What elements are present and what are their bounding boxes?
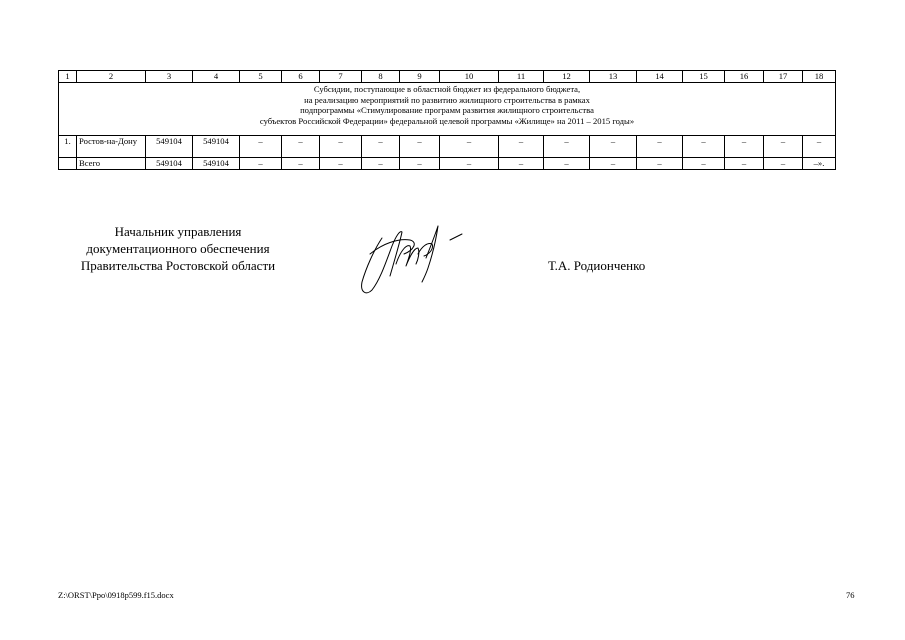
column-header: 17: [764, 71, 803, 83]
row-number: [59, 158, 77, 170]
row-name: Всего: [77, 158, 146, 170]
subsidy-table: [58, 70, 836, 170]
table-row: [59, 136, 836, 158]
table-cell: –: [320, 158, 362, 170]
table-cell: –: [240, 136, 282, 158]
table-cell: –: [440, 158, 499, 170]
table-cell: –: [683, 136, 725, 158]
table-cell: –: [362, 136, 400, 158]
table-cell: –: [320, 136, 362, 158]
column-header: 18: [803, 71, 836, 83]
signer-position: [58, 223, 298, 274]
table-cell: 549104: [146, 136, 193, 158]
table-cell: –: [282, 158, 320, 170]
table-cell: –: [400, 136, 440, 158]
table-cell: –: [637, 136, 683, 158]
table-cell: 549104: [193, 136, 240, 158]
signer-position-line: Правительства Ростовской области: [80, 258, 276, 273]
table-cell: –: [590, 136, 637, 158]
table-cell: 549104: [193, 158, 240, 170]
column-header: 9: [400, 71, 440, 83]
caption-line: субъектов Российской Федерации» федеральной целевой программы «Жилище» на 2011 – 2015 годы»: [259, 115, 635, 126]
table-cell: –: [803, 136, 836, 158]
table-cell: –: [683, 158, 725, 170]
column-header: 10: [440, 71, 499, 83]
column-header: 6: [282, 71, 320, 83]
caption-line: подпрограммы «Стимулирование программ развития жилищного строительства: [300, 105, 594, 115]
table-cell: –: [440, 136, 499, 158]
table-cell: –».: [803, 158, 836, 170]
table-cell: –: [637, 158, 683, 170]
column-header: 16: [725, 71, 764, 83]
footer-file-path: Z:\ORST\Ppo\0918p599.f15.docx: [58, 590, 174, 600]
column-header: 2: [77, 71, 146, 83]
header-row: [59, 71, 836, 83]
column-header: 13: [590, 71, 637, 83]
table-cell: –: [282, 136, 320, 158]
table-caption: [59, 83, 836, 136]
page-number: 76: [846, 590, 855, 600]
column-header: 3: [146, 71, 193, 83]
table-cell: –: [240, 158, 282, 170]
caption-line: Субсидии, поступающие в областной бюджет из федерального бюджета,: [313, 84, 581, 94]
signer-position-line: Начальник управления: [114, 224, 242, 239]
row-name: Ростов-на-Дону: [77, 136, 146, 158]
table-cell: –: [725, 136, 764, 158]
caption-row: [59, 83, 836, 136]
table-row: [59, 158, 836, 170]
table-cell: 549104: [146, 158, 193, 170]
column-header: 5: [240, 71, 282, 83]
column-header: 12: [544, 71, 590, 83]
table-cell: –: [499, 158, 544, 170]
column-header: 4: [193, 71, 240, 83]
column-header: 11: [499, 71, 544, 83]
signer-name: Т.А. Родионченко: [548, 258, 646, 273]
table-cell: –: [362, 158, 400, 170]
table-cell: –: [725, 158, 764, 170]
signer-position-line: документационного обеспечения: [86, 241, 270, 256]
table-cell: –: [544, 136, 590, 158]
table-cell: –: [499, 136, 544, 158]
caption-line: на реализацию мероприятий по развитию жилищного строительства в рамках: [304, 94, 590, 105]
column-header: 1: [59, 71, 77, 83]
handwritten-signature: [352, 210, 472, 300]
column-header: 14: [637, 71, 683, 83]
row-number: 1.: [59, 136, 77, 158]
table-cell: –: [400, 158, 440, 170]
column-header: 8: [362, 71, 400, 83]
table-cell: –: [590, 158, 637, 170]
table-cell: –: [764, 158, 803, 170]
table-cell: –: [764, 136, 803, 158]
table-cell: –: [544, 158, 590, 170]
column-header: 7: [320, 71, 362, 83]
column-header: 15: [683, 71, 725, 83]
